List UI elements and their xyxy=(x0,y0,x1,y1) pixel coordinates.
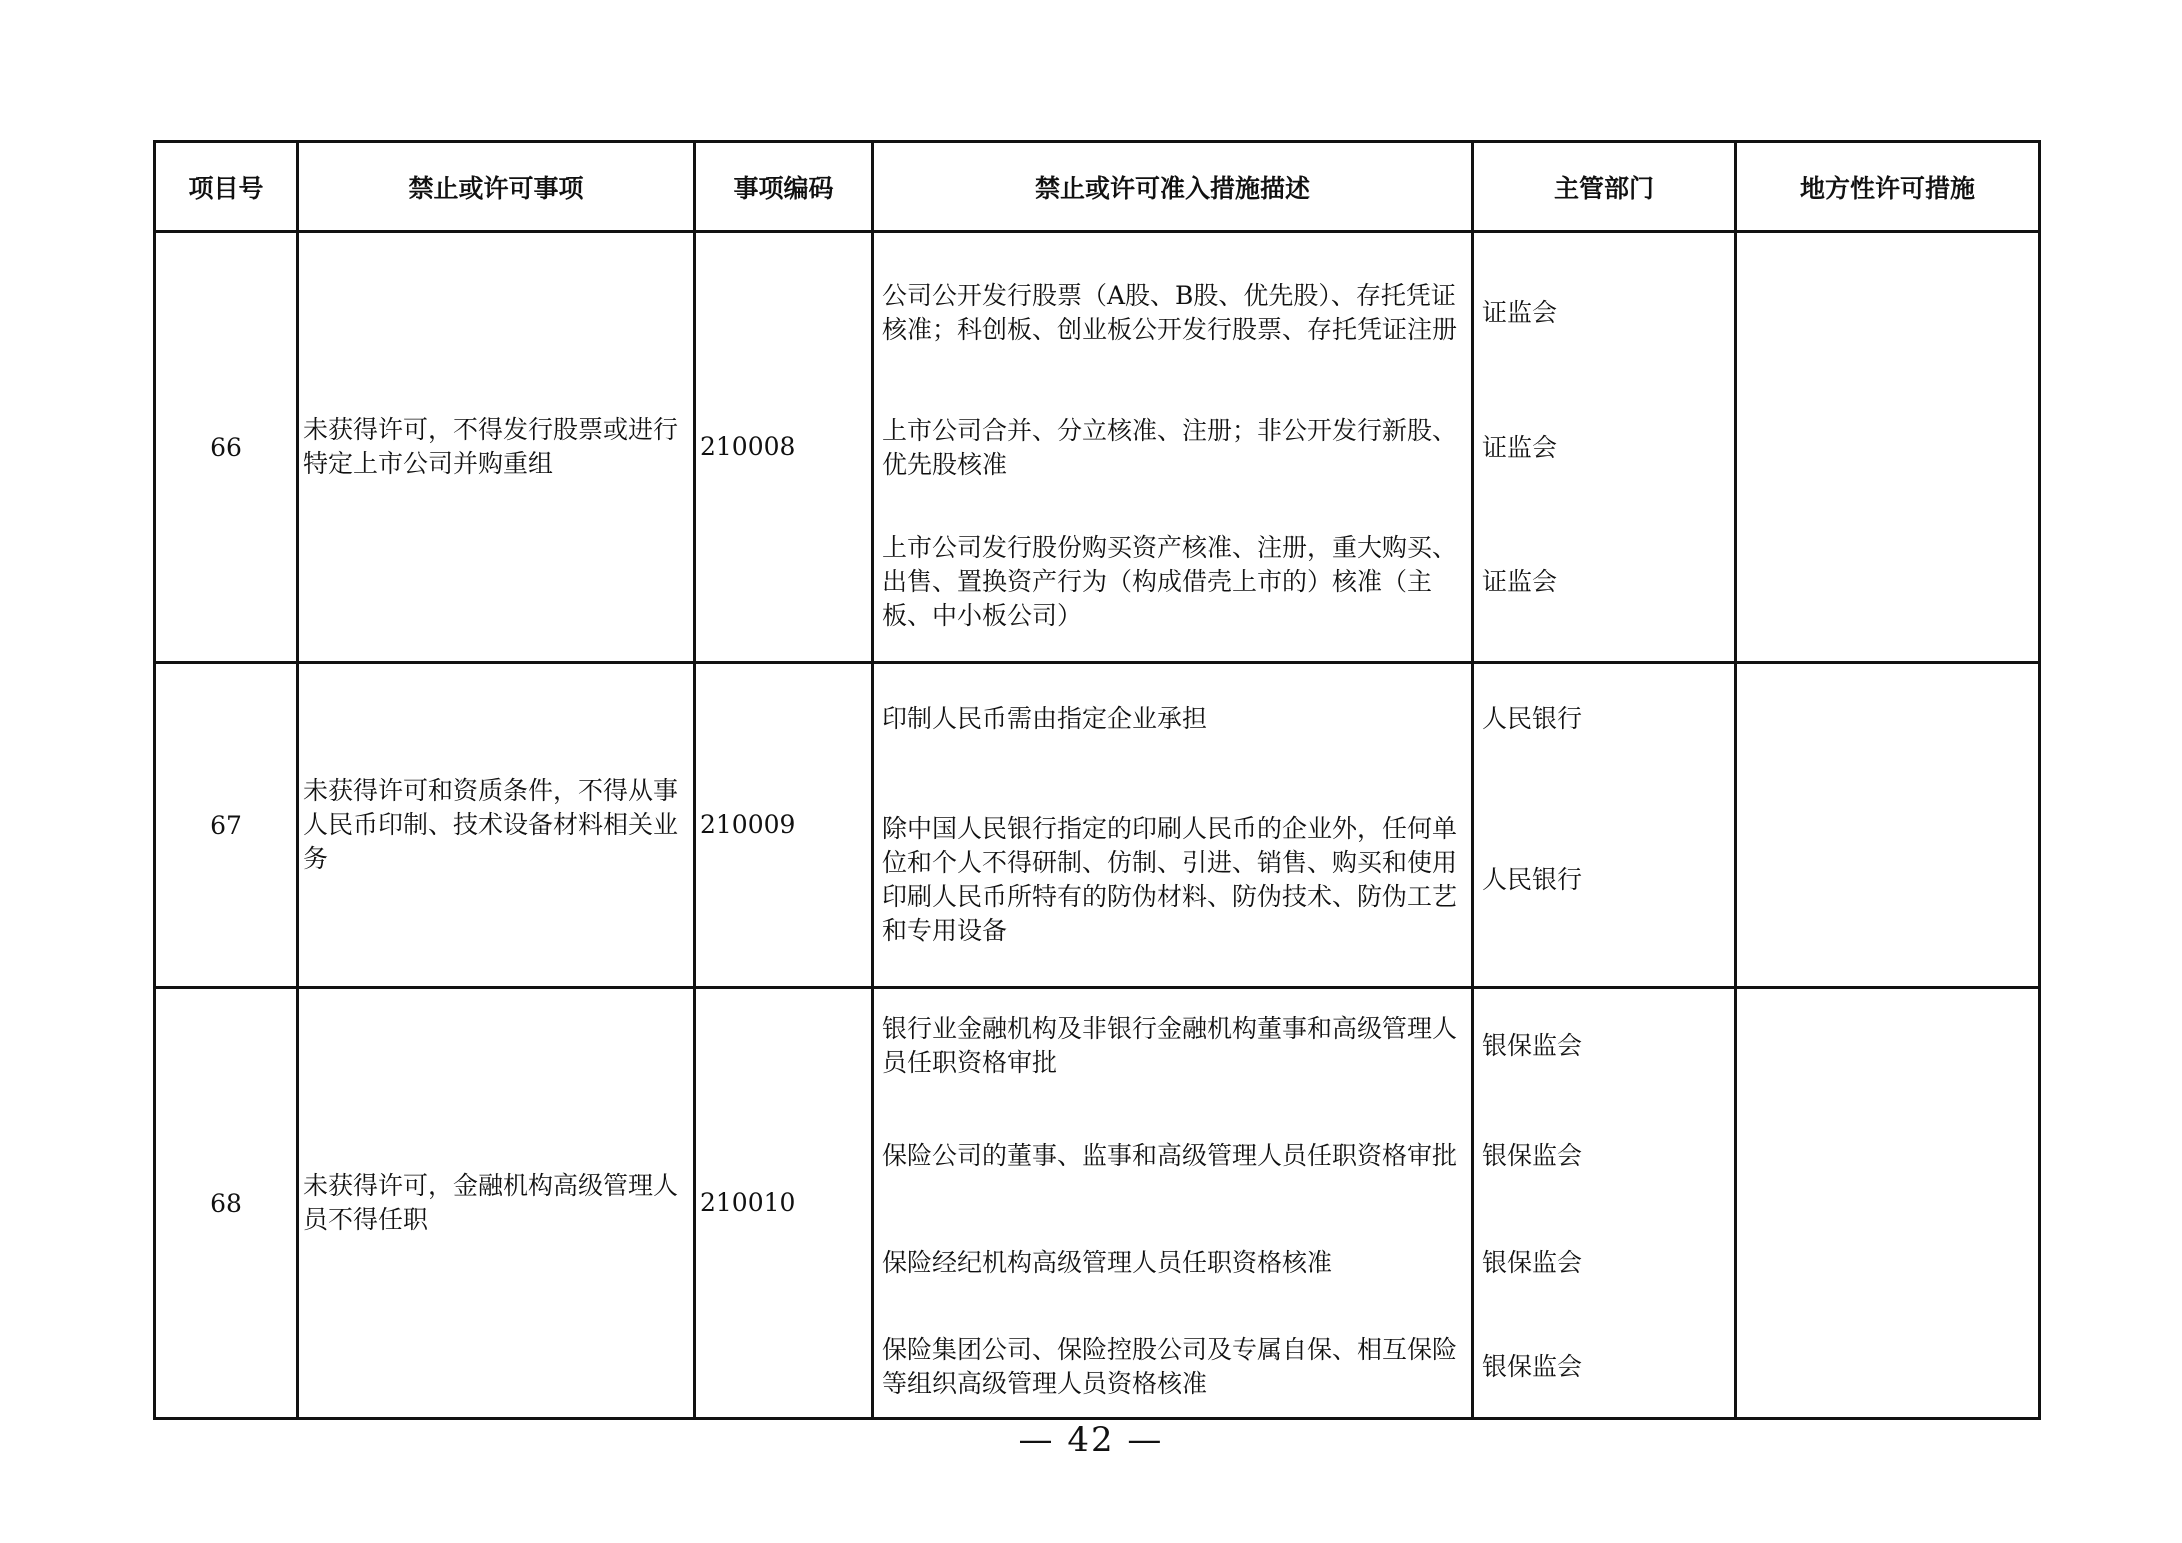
measure-text: 印制人民币需由指定企业承担 xyxy=(882,704,1208,733)
table-row xyxy=(155,663,2040,988)
header-code: 事项编码 xyxy=(695,142,873,232)
dept-text: 人民银行 xyxy=(1482,865,1583,894)
table-row xyxy=(155,988,2040,1419)
row-depts xyxy=(1473,232,1736,663)
measure-text: 公司公开发行股票（A股、B股、优先股）、存托凭证核准；科创板、创业板公开发行股票、存托凭证注册 xyxy=(882,281,1458,344)
measure-text: 保险集团公司、保险控股公司及专属自保、相互保险等组织高级管理人员资格核准 xyxy=(882,1335,1458,1398)
header-measures: 禁止或许可准入措施描述 xyxy=(873,142,1473,232)
dept-text: 证监会 xyxy=(1482,567,1558,596)
dept-text: 证监会 xyxy=(1482,298,1558,327)
row-local xyxy=(1736,232,2040,663)
header-local: 地方性许可措施 xyxy=(1736,142,2040,232)
row-measures xyxy=(873,663,1473,988)
measure-text: 银行业金融机构及非银行金融机构董事和高级管理人员任职资格审批 xyxy=(882,1014,1458,1077)
dept-text: 银保监会 xyxy=(1482,1141,1583,1170)
header-item-no: 项目号 xyxy=(155,142,298,232)
row-depts xyxy=(1473,988,1736,1419)
measure-text: 上市公司发行股份购买资产核准、注册，重大购买、出售、置换资产行为（构成借壳上市的）核准（主板、中小板公司） xyxy=(882,533,1458,630)
measure-text: 上市公司合并、分立核准、注册；非公开发行新股、优先股核准 xyxy=(882,416,1458,479)
row-code: 210008 xyxy=(695,232,873,663)
row-local xyxy=(1736,663,2040,988)
measure-text: 除中国人民银行指定的印刷人民币的企业外，任何单位和个人不得研制、仿制、引进、销售、购买和使用印刷人民币所特有的防伪材料、防伪技术、防伪工艺和专用设备 xyxy=(882,814,1458,945)
row-item: 未获得许可，金融机构高级管理人员不得任职 xyxy=(298,988,695,1419)
row-measures xyxy=(873,232,1473,663)
dept-text: 证监会 xyxy=(1482,433,1558,462)
row-measures xyxy=(873,988,1473,1419)
row-local xyxy=(1736,988,2040,1419)
measure-text: 保险经纪机构高级管理人员任职资格核准 xyxy=(882,1248,1333,1277)
dept-text: 银保监会 xyxy=(1482,1248,1583,1277)
row-item: 未获得许可和资质条件，不得从事人民币印制、技术设备材料相关业务 xyxy=(298,663,695,988)
measure-text: 保险公司的董事、监事和高级管理人员任职资格审批 xyxy=(882,1141,1458,1170)
row-item-no: 68 xyxy=(155,988,298,1419)
page-number: — 42 — xyxy=(1018,1420,1164,1460)
header-dept: 主管部门 xyxy=(1473,142,1736,232)
row-item-no: 66 xyxy=(155,232,298,663)
dept-text: 银保监会 xyxy=(1482,1352,1583,1381)
dept-text: 银保监会 xyxy=(1482,1031,1583,1060)
dept-text: 人民银行 xyxy=(1482,704,1583,733)
row-code: 210009 xyxy=(695,663,873,988)
row-depts xyxy=(1473,663,1736,988)
table-header-row xyxy=(155,142,2040,232)
row-code: 210010 xyxy=(695,988,873,1419)
table-row xyxy=(155,232,2040,663)
row-item-no: 67 xyxy=(155,663,298,988)
header-item: 禁止或许可事项 xyxy=(298,142,695,232)
row-item: 未获得许可，不得发行股票或进行特定上市公司并购重组 xyxy=(298,232,695,663)
permit-table xyxy=(153,140,2041,1420)
